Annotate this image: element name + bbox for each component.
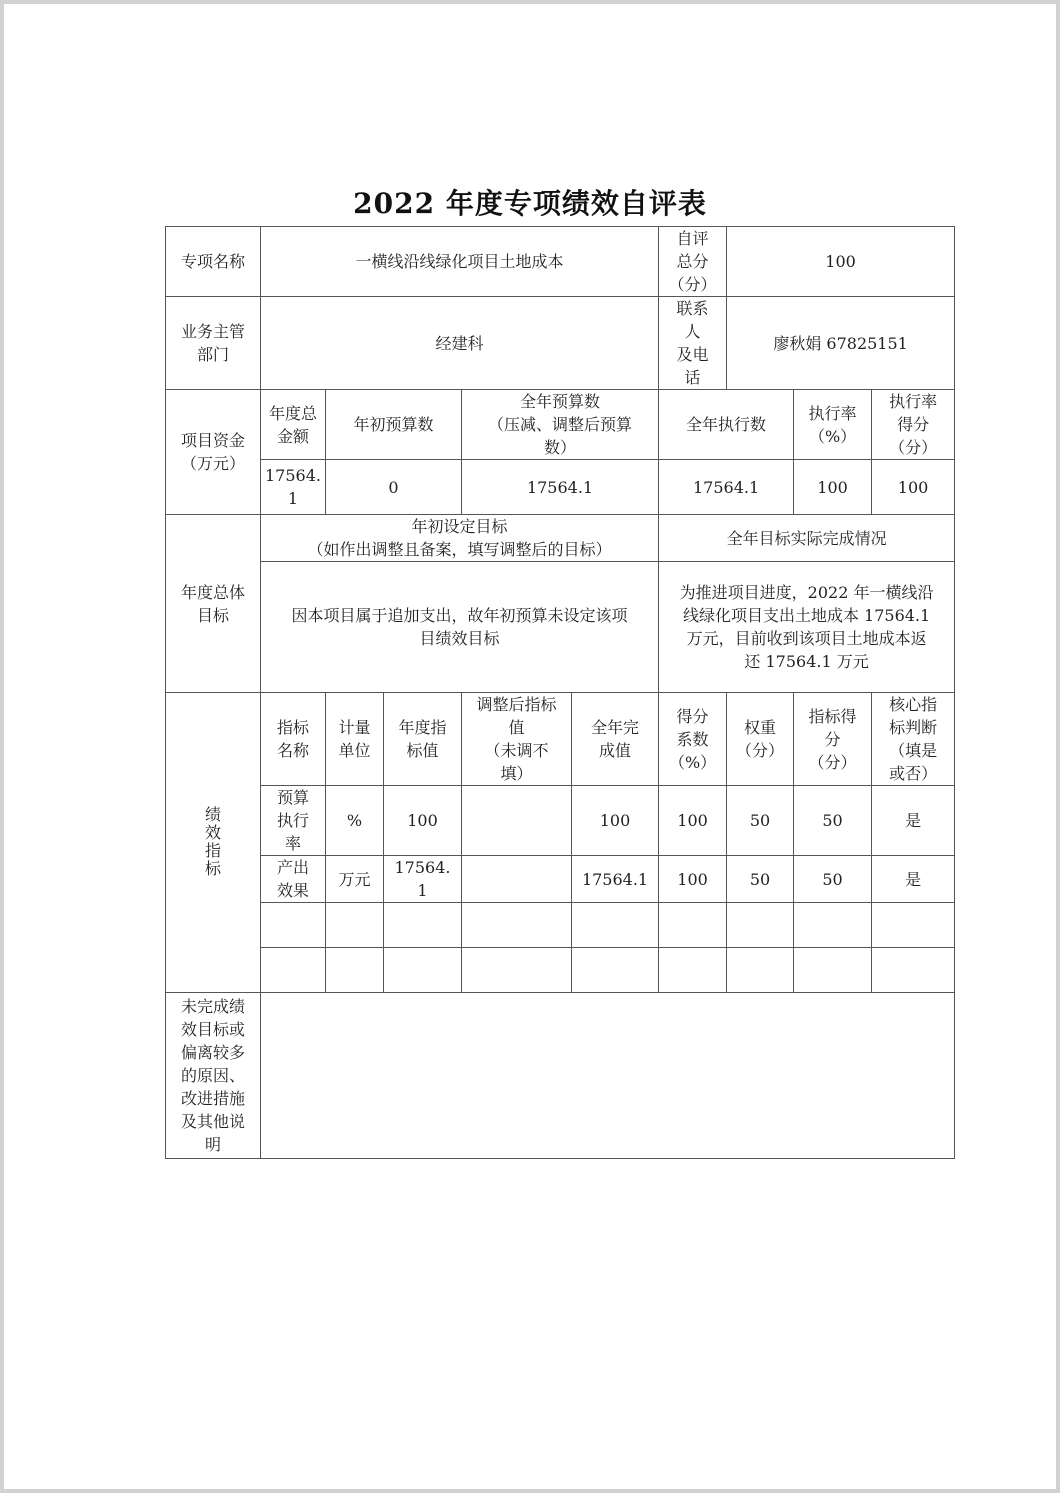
table-row (166, 948, 955, 993)
indicator-cell (462, 903, 572, 948)
indicator-cell (659, 903, 727, 948)
indicator-cell: 产出 效果 (261, 856, 326, 903)
funds-header-rate: 执行率 （%） (794, 390, 872, 460)
indicator-cell: 100 (659, 856, 727, 903)
row-goals-content (166, 562, 955, 693)
funds-header-total: 年度总 金额 (261, 390, 326, 460)
indicator-cell: % (326, 786, 384, 856)
indicator-cell: 是 (872, 856, 955, 903)
table-row (166, 856, 955, 903)
indicator-header-completed: 全年完 成值 (572, 693, 659, 786)
indicator-header-name: 指标 名称 (261, 693, 326, 786)
indicator-cell: 万元 (326, 856, 384, 903)
goals-actual-text: 为推进项目进度，2022 年一横线沿 线绿化项目支出土地成本 17564.1 万元，目前收到该项目土地成本返 还 17564.1 万元 (659, 562, 955, 693)
indicator-cell (384, 903, 462, 948)
indicator-cell: 100 (572, 786, 659, 856)
row-goals-header (166, 515, 955, 562)
indicator-cell (659, 948, 727, 993)
department-label: 业务主管 部门 (166, 297, 261, 390)
goals-set-header: 年初设定目标 （如作出调整且备案，填写调整后的目标） (261, 515, 659, 562)
indicator-cell (462, 786, 572, 856)
indicator-cell (727, 903, 794, 948)
row-department (166, 297, 955, 390)
indicator-cell: 50 (727, 856, 794, 903)
indicator-cell (727, 948, 794, 993)
funds-value-rate: 100 (794, 460, 872, 515)
department-value: 经建科 (261, 297, 659, 390)
indicator-cell (261, 948, 326, 993)
funds-label: 项目资金 （万元） (166, 390, 261, 515)
funds-header-full-year: 全年预算数 （压减、调整后预算 数） (462, 390, 659, 460)
row-notes (166, 993, 955, 1159)
row-indicators-header (166, 693, 955, 786)
indicator-header-adjusted: 调整后指标 值 （未调不 填） (462, 693, 572, 786)
funds-header-rate-score: 执行率 得分 （分） (872, 390, 955, 460)
funds-value-full-year: 17564.1 (462, 460, 659, 515)
notes-label: 未完成绩 效目标或 偏离较多 的原因、 改进措施 及其他说 明 (166, 993, 261, 1159)
row-project-name (166, 227, 955, 297)
indicator-cell: 17564.1 (572, 856, 659, 903)
indicator-cell (572, 948, 659, 993)
contact-value: 廖秋娟 67825151 (727, 297, 955, 390)
indicator-cell (326, 903, 384, 948)
indicator-header-core: 核心指 标判断 （填是 或否） (872, 693, 955, 786)
project-name-value: 一横线沿线绿化项目土地成本 (261, 227, 659, 297)
indicator-cell: 50 (794, 786, 872, 856)
indicator-header-unit: 计量 单位 (326, 693, 384, 786)
goals-actual-header: 全年目标实际完成情况 (659, 515, 955, 562)
goals-label: 年度总体 目标 (166, 515, 261, 693)
indicator-cell: 100 (659, 786, 727, 856)
document-title: 2022 年度专项绩效自评表 (353, 187, 707, 220)
indicators-label-cell (166, 693, 261, 993)
self-score-label: 自评 总分 （分） (659, 227, 727, 297)
indicator-header-score: 指标得 分 （分） (794, 693, 872, 786)
table-row (166, 903, 955, 948)
indicator-cell (872, 903, 955, 948)
indicator-cell (326, 948, 384, 993)
indicator-cell (572, 903, 659, 948)
row-funds-header (166, 390, 955, 460)
indicator-cell (261, 903, 326, 948)
indicator-cell: 17564. 1 (384, 856, 462, 903)
row-funds-values (166, 460, 955, 515)
funds-value-total: 17564.1 (261, 460, 326, 515)
indicator-cell (384, 948, 462, 993)
indicator-cell (794, 948, 872, 993)
indicator-cell: 是 (872, 786, 955, 856)
funds-header-executed: 全年执行数 (659, 390, 794, 460)
table-row (166, 786, 955, 856)
indicator-header-coefficient: 得分 系数 （%） (659, 693, 727, 786)
indicator-header-target: 年度指 标值 (384, 693, 462, 786)
notes-value (261, 993, 955, 1159)
project-name-label: 专项名称 (166, 227, 261, 297)
indicator-cell (462, 948, 572, 993)
indicator-cell (794, 903, 872, 948)
contact-label: 联系 人 及电 话 (659, 297, 727, 390)
self-score-value: 100 (727, 227, 955, 297)
funds-value-executed: 17564.1 (659, 460, 794, 515)
funds-header-initial: 年初预算数 (326, 390, 462, 460)
indicator-cell: 50 (727, 786, 794, 856)
funds-value-rate-score: 100 (872, 460, 955, 515)
evaluation-form-table (165, 226, 955, 1159)
indicator-cell: 50 (794, 856, 872, 903)
indicator-header-weight: 权重 （分） (727, 693, 794, 786)
indicator-cell (872, 948, 955, 993)
indicators-label: 绩效指标 (204, 804, 221, 878)
indicator-cell (462, 856, 572, 903)
indicator-cell: 100 (384, 786, 462, 856)
indicator-cell: 预算 执行 率 (261, 786, 326, 856)
goals-set-text: 因本项目属于追加支出，故年初预算未设定该项 目绩效目标 (261, 562, 659, 693)
funds-value-initial: 0 (326, 460, 462, 515)
